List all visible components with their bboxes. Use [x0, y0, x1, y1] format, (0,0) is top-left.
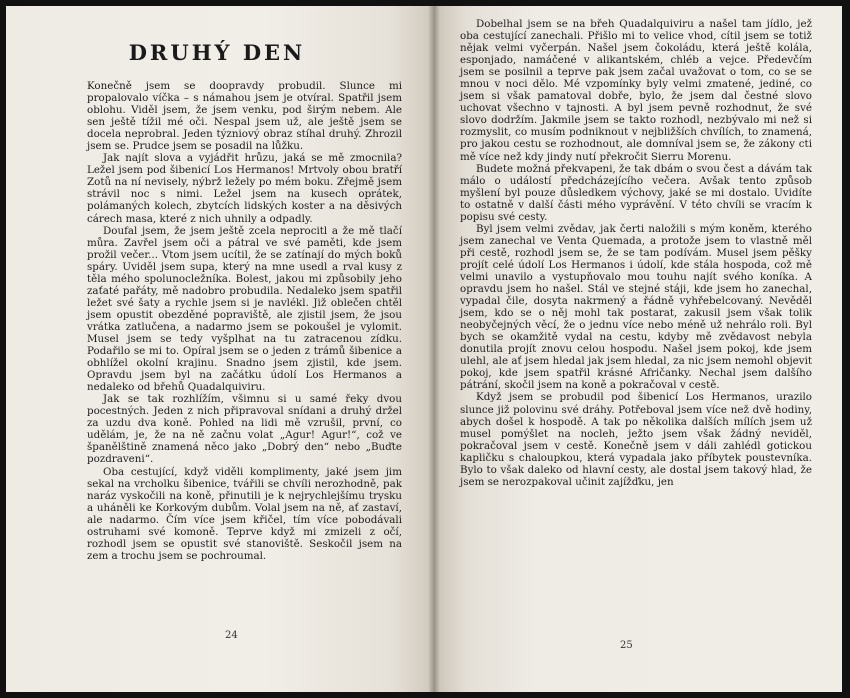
right-page-text	[460, 18, 812, 488]
paragraph: Byl jsem velmi zvědav, jak čerti naložili s mým koněm, kterého jsem zanechal ve Venta Quemada, a protože jsem to vlastně měl při cestě, rozhodl jsem se, že se tam podívám. Musel jsem pěšky projít celé údolí Los Hermanos i údolí, kde stála hospoda, což mě velmi unavilo a vystupňovalo mou touhu najít svého koníka. A opravdu jsem ho našel. Stál ve stejné stáji, kde jsem ho zanechal, vypadal čile, dosyta nakrmený a řádně vyhřebelcovaný. Nevěděl jsem, kdo se o něj mohl tak postarat, zakusil jsem však tolik neobyčejných věcí, že o jednu více nebo méně už nehrálo roli. Byl bych se okamžitě vydal na cestu, kdyby mě zvědavost nebyla donutila projít znovu celou hospodu. Našel jsem pokoj, kde jsem ulehl, ale ať jsem hledal jak jsem hledal, za nic jsem nemohl objevit pokoj, kde jsem spatřil krásné Afričanky. Nechal jsem dalšího pátrání, skočil jsem na koně a pokračoval v cestě.	[460, 222, 812, 392]
left-page-text	[87, 80, 402, 562]
left-page	[6, 6, 434, 692]
paragraph: Oba cestující, když viděli komplimenty, jaké jsem jim sekal na vrcholku šibenice, tvářili se chvíli nerozhodně, pak naráz vyskočili na koně, přinutili je k nejrychlejšímu trysku a uháněli ke Korkovým dubům. Volal jsem na ně, ať zastaví, ale nadarmo. Čím více jsem křičel, tím více pobodávali ostruhami své komoně. Teprve když mi zmizeli z očí, rozhodl jsem se opustit své stanoviště. Seskočil jsem na zem a trochu jsem se pochroumal.	[87, 465, 402, 562]
page-number-right: 25	[620, 640, 633, 651]
paragraph: Konečně jsem se doopravdy probudil. Slunce mi propalovalo víčka – s námahou jsem je otvíral. Spatřil jsem oblohu. Viděl jsem, že jsem venku, pod širým nebem. Ale sen ještě tížil mé oči. Nespal jsem už, ale ještě jsem se docela neprobral. Jeden týzniový obraz stíhal druhý. Zhrozil jsem se. Prudce jsem se posadil na lůžku.	[87, 80, 402, 153]
paragraph: Jak se tak rozhlížím, všimnu si u samé řeky dvou pocestných. Jeden z nich připravoval snídani a druhý držel za uzdu dva koně. Pohled na lidi mě vzrušil, první, co udělám, je, že na ně začnu volat „Agur! Agur!“, což ve španělštině znamená něco jako „Dobrý den“ nebo „Buďte pozdraveni“.	[87, 393, 402, 466]
chapter-title: DRUHÝ DEN	[128, 40, 306, 65]
paragraph: Jak najít slova a vyjádřit hrůzu, jaká se mě zmocnila? Ležel jsem pod šibenicí Los Hermanos! Mrtvoly obou bratří Zotů na ní nevisely, nýbrž ležely po mém boku. Zřejmě jsem strávil noc s nimi. Ležel jsem na kusech oprátek, polámaných kolech, zbytcích lidských koster a na děsivých cárech masa, které z nich uhnily a odpadly.	[87, 152, 402, 225]
paragraph: Dobelhal jsem se na břeh Quadalquiviru a našel tam jídlo, jež oba cestující zanechali. Přišlo mi to velice vhod, cítil jsem se totiž nějak velmi vyčerpán. Našel jsem čokoládu, která ještě kolála, esponjado, namáčené v alikantském, chléb a vejce. Předevčím jsem se posilnil a teprve pak jsem začal uvažovat o tom, co se se mnou v noci dělo. Mé vzpomínky byly velmi zmatené, jediné, co jsem si však pamatoval dobře, bylo, že jsem dal čestné slovo uchovat všechno v tajnosti. A byl jsem pevně rozhodnut, že své slovo dodržím. Jakmile jsem se takto rozhodl, nezbývalo mi než si rozmyslit, co musím podniknout v nejbližších chvílích, to znamená, pro jakou cestu se rozhodnout, ale domníval jsem se, že zákony cti mě více než kdy jindy nutí překročit Sierru Morenu.	[460, 18, 812, 163]
paragraph: Doufal jsem, že jsem ještě zcela neprocitl a že mě tlačí můra. Zavřel jsem oči a pátral ve své paměti, kde jsem prožil večer... Vtom jsem ucítil, že se zatínají do mých boků spáry. Uviděl jsem supa, který na mne usedl a rval kusy z těla mého spolunocležníka. Bolest, jakou mi způsobily jeho zaťaté pařáty, mě nadobro probudila. Nedaleko jsem spatřil ležet své šaty a rychle jsem si je navlékl. Již oblečen chtěl jsem opustit obezděné popraviště, ale zjistil jsem, že jsou vrátka zatlučena, a nadarmo jsem se pokoušel je vylomit. Musel jsem se tedy vyšplhat na tu zatracenou zídku. Podařilo se mi to. Opíral jsem se o jeden z trámů šibenice a obhlížel okolní krajinu. Snadno jsem zjistil, kde jsem. Opravdu jsem byl na začátku údolí Los Hermanos a nedaleko od břehů Quadalquiviru.	[87, 224, 402, 394]
right-page	[434, 6, 842, 692]
page-number-left: 24	[225, 630, 238, 641]
paragraph: Když jsem se probudil pod šibenicí Los Hermanos, urazilo slunce již polovinu své dráhy. Potřeboval jsem více než dvě hodiny, abych došel k hospodě. A tak po několika dalších mílích jsem už musel pomýšlet na nocleh, ježto jsem však žádný neviděl, pokračoval jsem v cestě. Konečně jsem v dáli zahlédl gotickou kapličku s chaloupkou, která vypadala jako příbytek poustevníka. Bylo to však daleko od hlavní cesty, ale dostal jsem takový hlad, že jsem se nerozpakoval učinit zajížďku, jen	[460, 391, 812, 488]
paragraph: Budete možná překvapeni, že tak dbám o svou čest a dávám tak málo o událostí předcházejícího večera. Avšak tento způsob myšlení byl pouze důsledkem výchovy, jaké se mi dostalo. Uvidíte to ostatně v další části mého vyprávění. V této chvíli se vracím k popisu své cesty.	[460, 162, 812, 223]
